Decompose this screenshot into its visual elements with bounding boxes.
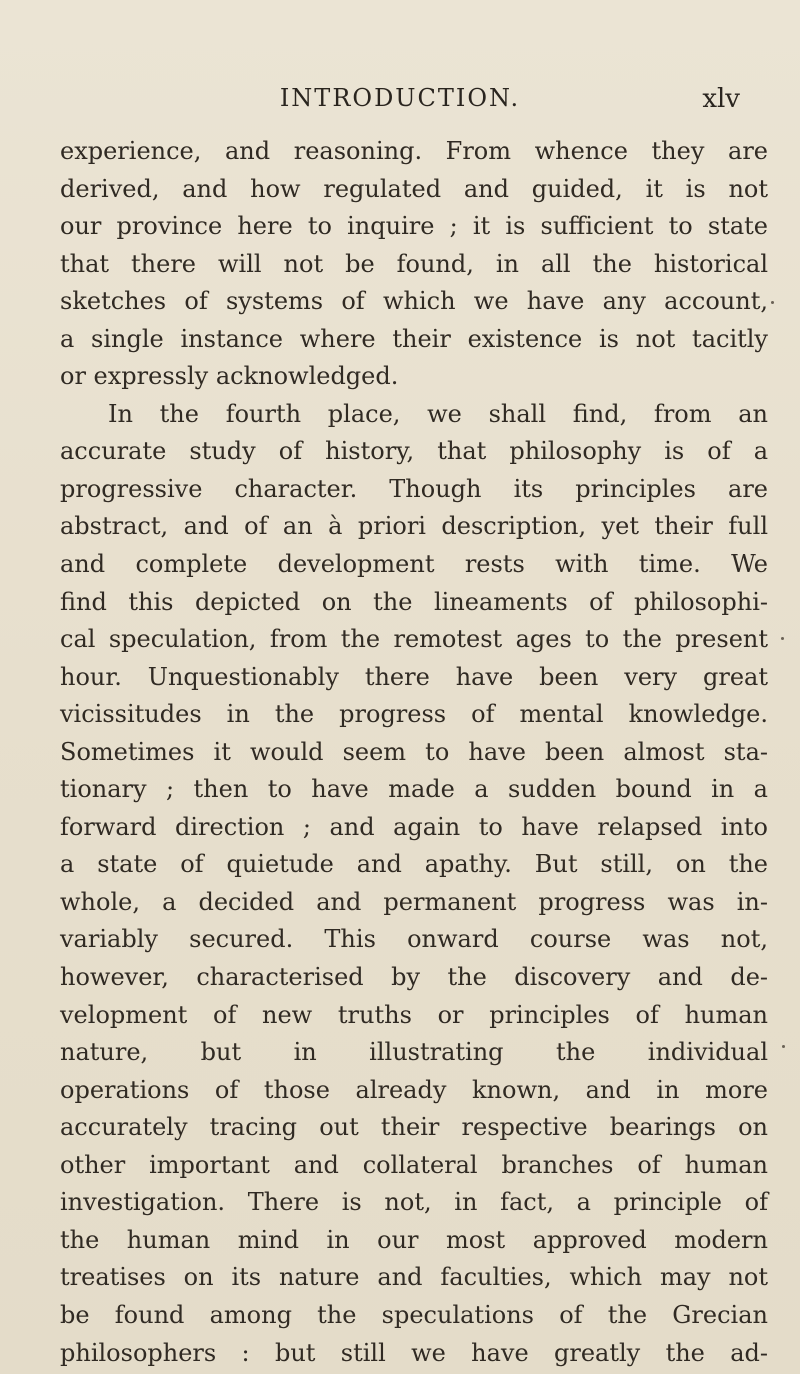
text-line: experience, and reasoning. From whence they are (60, 137, 768, 165)
text-line: our province here to inquire ; it is sufficient to state (60, 212, 768, 241)
text-line: that there will not be found, in all the historical (60, 249, 768, 278)
text-line: accurate study of history, that philosophy is of a (60, 437, 768, 466)
text-line: hour. Unquestionably there have been very great (60, 662, 768, 691)
running-header-title: INTRODUCTION. (279, 84, 521, 112)
text-line: the human mind in our most approved modern (60, 1225, 768, 1254)
text-line: a state of quietude and apathy. But still, on the (60, 850, 768, 879)
text-line: accurately tracing out their respective bearings on (60, 1113, 768, 1142)
text-line: tionary ; then to have made a sudden bound in a (60, 775, 768, 804)
text-line: velopment of new truths or principles of human (60, 1000, 768, 1029)
text-line: forward direction ; and again to have relapsed into (60, 812, 768, 841)
text-line: vicissitudes in the progress of mental knowledge. (60, 700, 768, 729)
text-line: or expressly acknowledged. (60, 362, 399, 391)
text-line: treatises on its nature and faculties, which may not (60, 1263, 768, 1292)
text-line: nature, but in illustrating the individual (60, 1038, 768, 1067)
text-line: derived, and how regulated and guided, it is not (60, 174, 768, 203)
margin-speck (771, 301, 774, 304)
text-line: find this depicted on the lineaments of philosophi- (60, 587, 768, 616)
text-line: whole, a decided and permanent progress was in- (60, 887, 768, 916)
text-line: investigation. There is not, in fact, a principle of (60, 1188, 768, 1217)
text-line: abstract, and of an à priori description, yet their full (60, 512, 768, 541)
text-line: Sometimes it would seem to have been almost sta- (60, 737, 768, 766)
text-line: and complete development rests with time. We (60, 550, 768, 579)
text-line: cal speculation, from the remotest ages to the present (60, 625, 768, 654)
text-line: however, characterised by the discovery and de- (60, 963, 768, 992)
margin-speck (782, 1045, 785, 1048)
text-line: variably secured. This onward course was not, (60, 925, 768, 954)
paragraph-first-line: In the fourth place, we shall find, from an (108, 399, 768, 428)
page-number: xlv (702, 84, 740, 114)
text-line: be found among the speculations of the Grecian (60, 1300, 768, 1329)
text-line: a single instance where their existence is not tacitly (60, 324, 768, 353)
text-line: other important and collateral branches of human (60, 1150, 768, 1179)
margin-speck (781, 637, 784, 640)
text-line: philosophers : but still we have greatly the ad- (60, 1338, 768, 1367)
text-line: operations of those already known, and in more (60, 1075, 768, 1104)
text-line: progressive character. Though its principles are (60, 474, 768, 503)
body-text (60, 133, 768, 1372)
text-line: sketches of systems of which we have any account, (60, 287, 768, 316)
